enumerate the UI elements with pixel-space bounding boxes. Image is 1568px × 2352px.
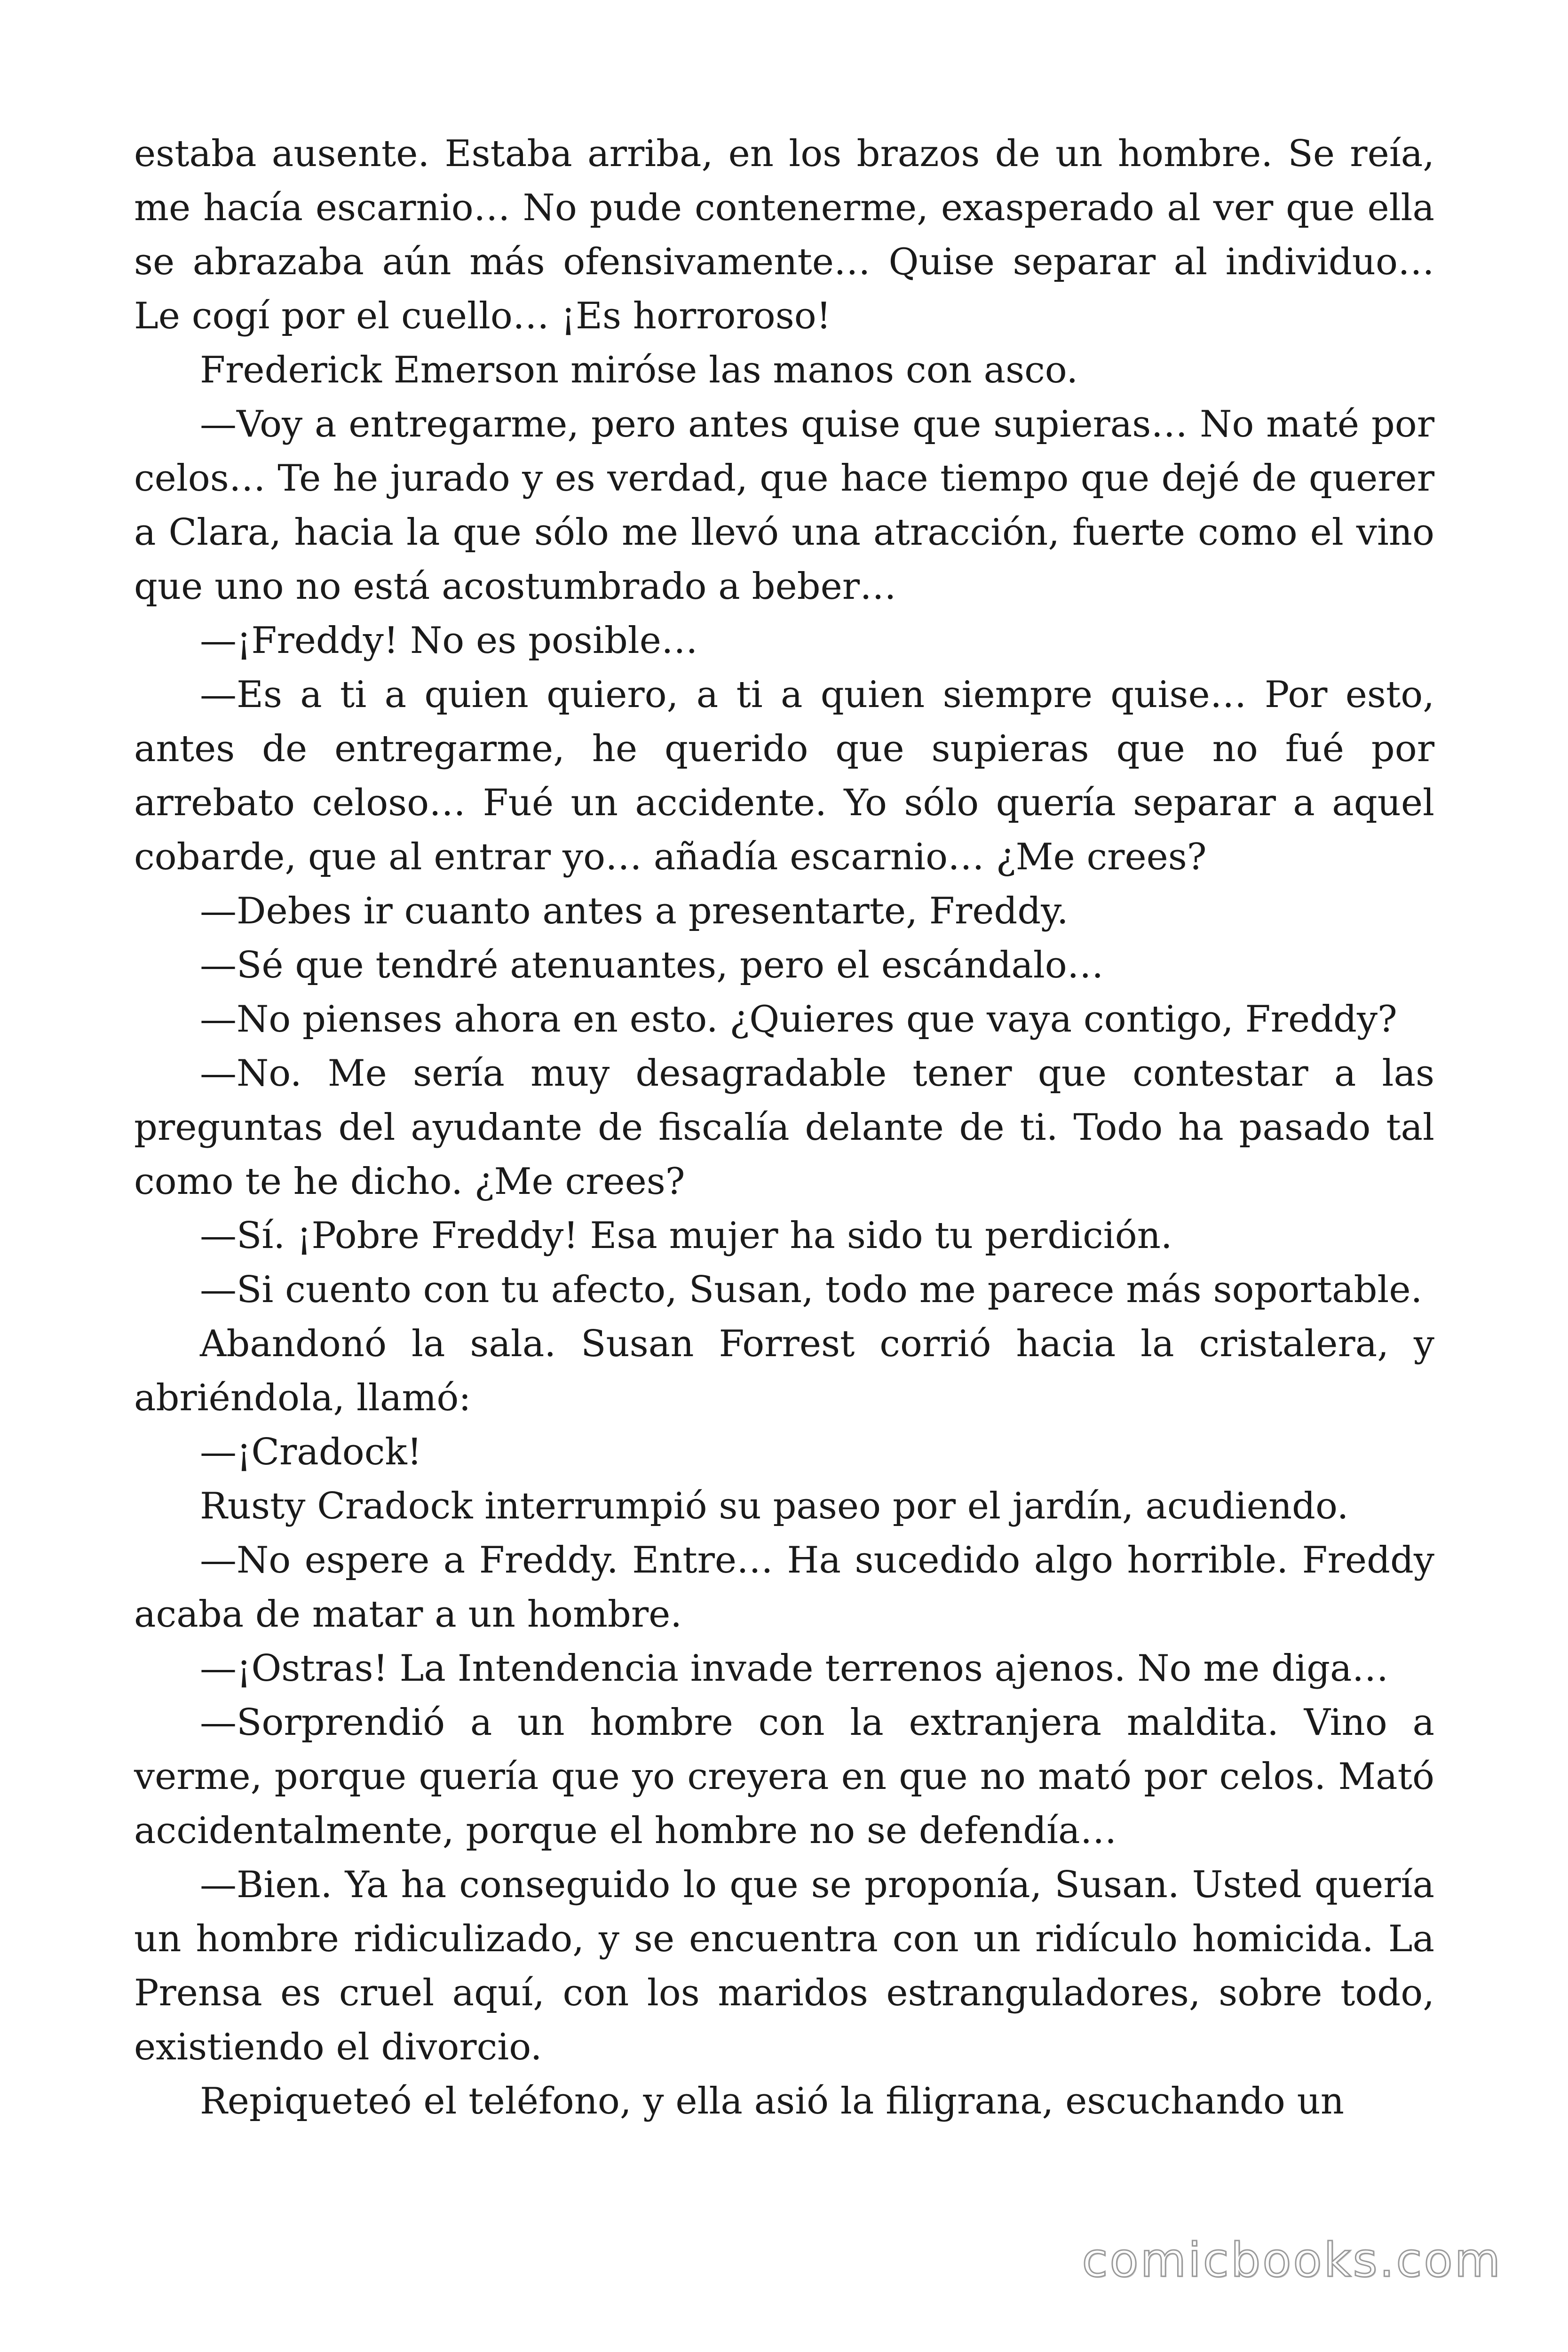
paragraph-3: —Voy a entregarme, pero antes quise que supieras… No maté por celos… Te he jurado y es verdad, que hace tiempo que dejé de querer a Clara, hacia la que sólo me llevó una atracción, fuerte como el vino que uno no está acostumbrado a beber… [134, 403, 1434, 608]
paragraph-2: Frederick Emerson miróse las manos con asco. [200, 349, 1078, 391]
paragraph-11: —Si cuento con tu afecto, Susan, todo me parece más soportable. [200, 1269, 1423, 1311]
paragraph-4: —¡Freddy! No es posible… [200, 620, 698, 662]
paragraph-1: estaba ausente. Estaba arriba, en los brazos de un hombre. Se reía, me hacía escarnio… No pude contenerme, exasperado al ver que ella se abrazaba aún más ofensivamente… Quise separar al individuo… Le cogí por el cuello… ¡Es horroroso! [134, 133, 1434, 337]
paragraph-13: —¡Cradock! [200, 1431, 422, 1473]
page-body [134, 127, 1434, 2129]
paragraph-6: —Debes ir cuanto antes a presentarte, Freddy. [200, 890, 1069, 932]
paragraph-12: Abandonó la sala. Susan Forrest corrió hacia la cristalera, y abriéndola, llamó: [134, 1323, 1434, 1419]
paragraph-17: —Sorprendió a un hombre con la extranjera maldita. Vino a verme, porque quería que yo creyera en que no mató por celos. Mató accidentalmente, porque el hombre no se defendía… [134, 1701, 1434, 1852]
paragraph-19: Repiqueteó el teléfono, y ella asió la filigrana, escuchando un [200, 2080, 1345, 2122]
paragraph-9: —No. Me sería muy desagradable tener que contestar a las preguntas del ayudante de fiscalía delante de ti. Todo ha pasado tal como te he dicho. ¿Me crees? [134, 1052, 1434, 1203]
paragraph-14: Rusty Cradock interrumpió su paseo por el jardín, acudiendo. [200, 1485, 1349, 1527]
watermark: comicbooks.com [1082, 2233, 1502, 2288]
paragraph-7: —Sé que tendré atenuantes, pero el escándalo… [200, 944, 1104, 986]
paragraph-5: —Es a ti a quien quiero, a ti a quien siempre quise… Por esto, antes de entregarme, he querido que supieras que no fué por arrebato celoso… Fué un accidente. Yo sólo quería separar a aquel cobarde, que al entrar yo… añadía escarnio… ¿Me crees? [134, 674, 1434, 878]
paragraph-15: —No espere a Freddy. Entre… Ha sucedido algo horrible. Freddy acaba de matar a un hombre. [134, 1539, 1434, 1636]
paragraph-16: —¡Ostras! La Intendencia invade terrenos ajenos. No me diga… [200, 1647, 1389, 1690]
paragraph-10: —Sí. ¡Pobre Freddy! Esa mujer ha sido tu perdición. [200, 1215, 1172, 1257]
paragraph-8: —No pienses ahora en esto. ¿Quieres que vaya contigo, Freddy? [200, 998, 1397, 1041]
paragraph-18: —Bien. Ya ha conseguido lo que se proponía, Susan. Usted quería un hombre ridiculizado, y se encuentra con un ridículo homicida. La Prensa es cruel aquí, con los maridos estranguladores, sobre todo, existiendo el divorcio. [134, 1864, 1434, 2068]
